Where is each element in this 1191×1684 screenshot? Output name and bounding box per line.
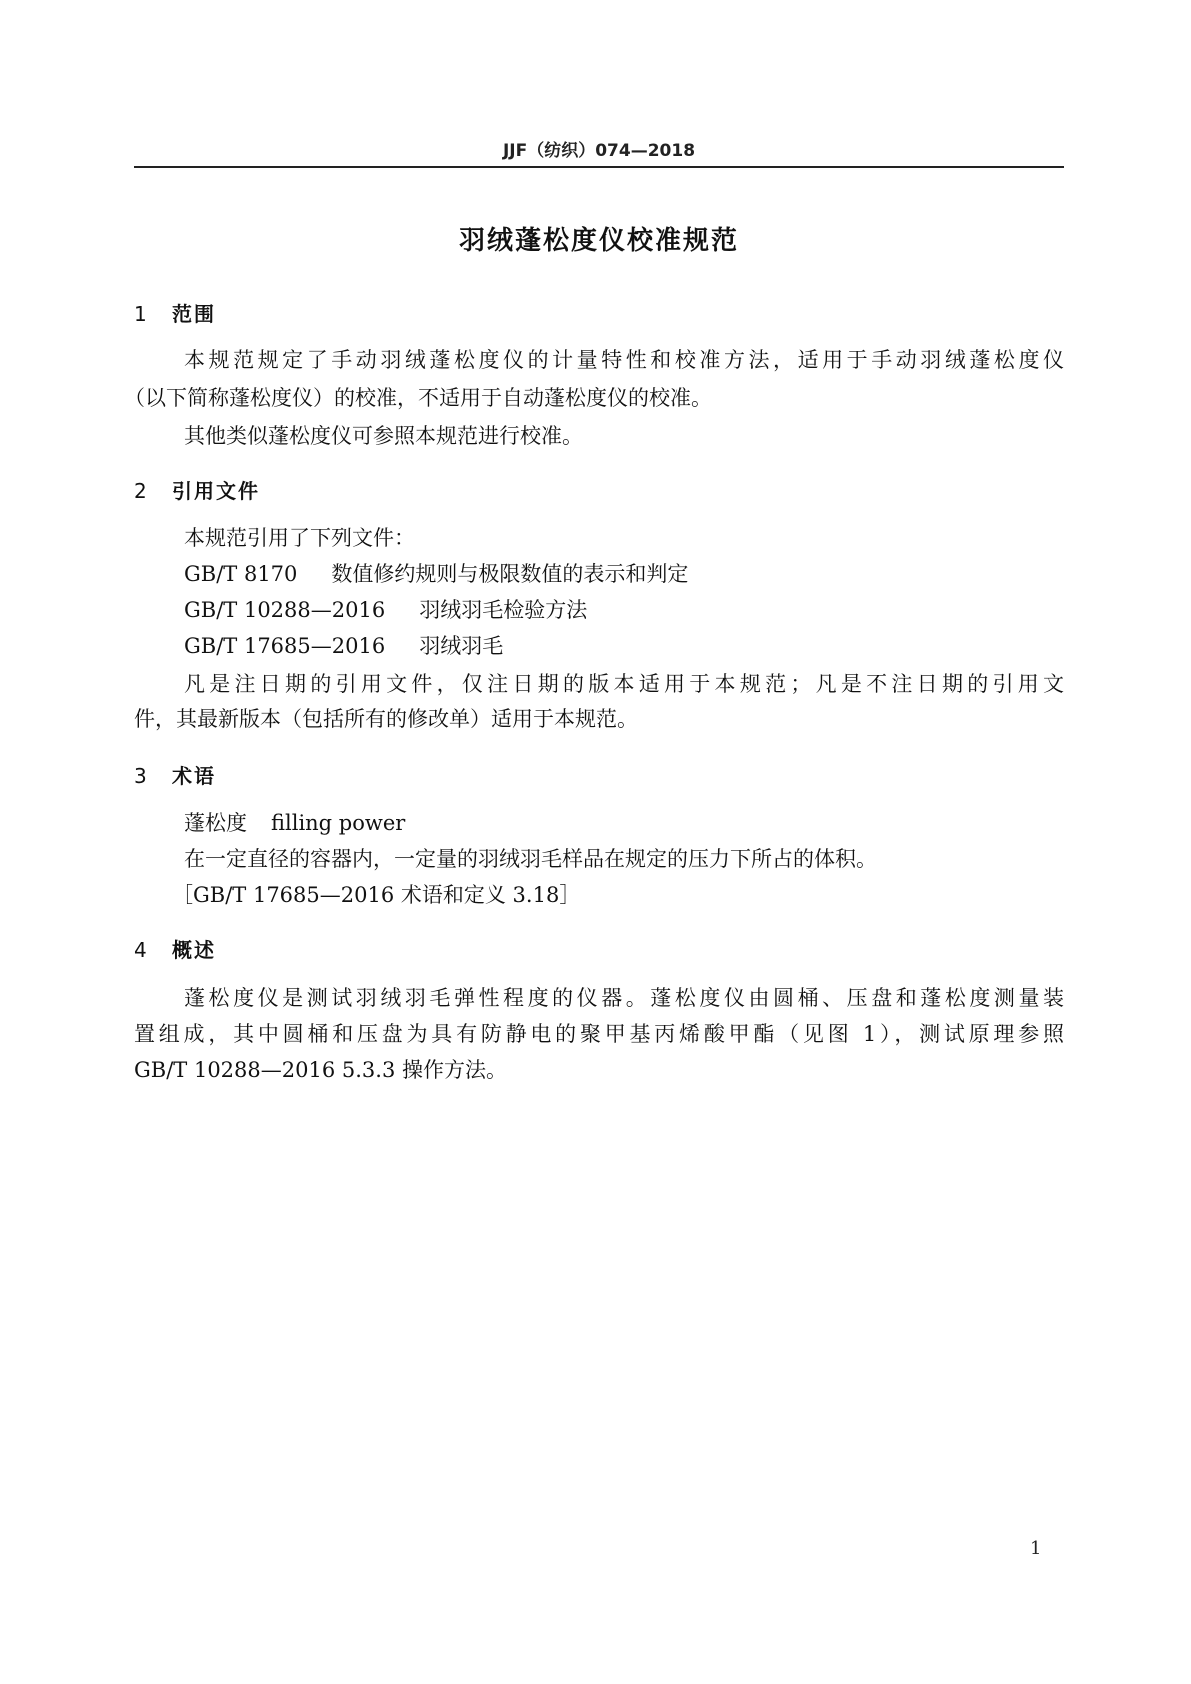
section-3-heading (134, 760, 216, 789)
paragraph-line: 件，其最新版本（包括所有的修改单）适用于本规范。 (134, 707, 638, 731)
running-header: JJF（纺织）074—2018 (502, 141, 696, 161)
term-chinese: 蓬松度 (184, 811, 247, 835)
section-4-heading (134, 934, 216, 963)
reference-item (184, 633, 503, 659)
header-rule (134, 166, 1064, 168)
term-entry (184, 810, 405, 836)
section-2-heading (134, 475, 260, 504)
paragraph-line: 其他类似蓬松度仪可参照本规范进行校准。 (184, 424, 583, 448)
section-1-heading (134, 298, 216, 327)
section-title: 术语 (172, 764, 216, 788)
section-title: 范围 (172, 302, 216, 326)
reference-item (184, 597, 587, 623)
section-title: 引用文件 (172, 479, 260, 503)
paragraph-line: 本规范规定了手动羽绒蓬松度仪的计量特性和校准方法，适用于手动羽绒蓬松度仪 (184, 348, 1064, 372)
paragraph-line: 置组成，其中圆桶和压盘为具有防静电的聚甲基丙烯酸甲酯（见图 1），测试原理参照 (134, 1022, 1064, 1046)
reference-title: 羽绒羽毛 (419, 634, 504, 658)
reference-code: GB/T 17685—2016 (184, 634, 386, 658)
term-source: ［GB/T 17685—2016 术语和定义 3.18］ (172, 883, 581, 907)
reference-title: 羽绒羽毛检验方法 (419, 598, 588, 622)
paragraph-line: GB/T 10288—2016 5.3.3 操作方法。 (134, 1058, 507, 1082)
references-intro: 本规范引用了下列文件： (184, 526, 415, 550)
section-title: 概述 (172, 938, 216, 962)
reference-code: GB/T 10288—2016 (184, 598, 386, 622)
reference-item (184, 561, 688, 587)
section-number: 4 (134, 938, 147, 962)
document-title: 羽绒蓬松度仪校准规范 (458, 226, 739, 256)
page-number: 1 (1030, 1538, 1042, 1559)
section-number: 2 (134, 479, 147, 503)
reference-code: GB/T 8170 (184, 562, 298, 586)
section-number: 3 (134, 764, 147, 788)
paragraph-line: 凡是注日期的引用文件，仅注日期的版本适用于本规范；凡是不注日期的引用文 (184, 672, 1064, 696)
reference-title: 数值修约规则与极限数值的表示和判定 (331, 562, 689, 586)
term-english: filling power (271, 811, 406, 835)
section-number: 1 (134, 302, 147, 326)
paragraph-line: （以下简称蓬松度仪）的校准，不适用于自动蓬松度仪的校准。 (124, 386, 712, 410)
term-definition: 在一定直径的容器内，一定量的羽绒羽毛样品在规定的压力下所占的体积。 (184, 847, 877, 871)
paragraph-line: 蓬松度仪是测试羽绒羽毛弹性程度的仪器。蓬松度仪由圆桶、压盘和蓬松度测量装 (184, 986, 1064, 1010)
